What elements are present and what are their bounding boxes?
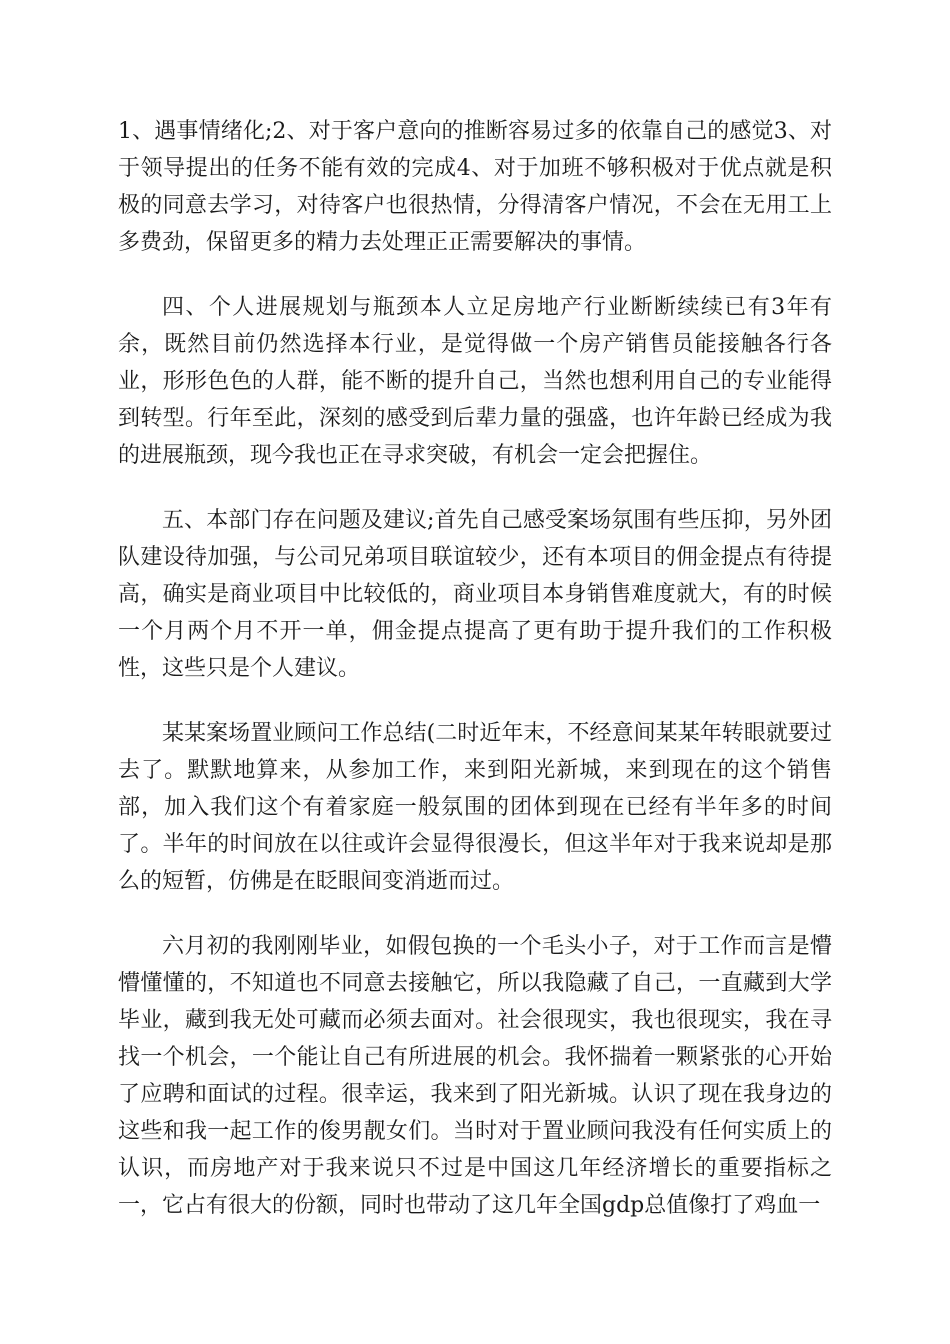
paragraph-1: 1、遇事情绪化;2、对于客户意向的推断容易过多的依靠自己的感觉3、对于领导提出的任务不能有效的完成4、对于加班不够积极对于优点就是积极的同意去学习，对待客户也很热情，分得清客户情况，不会在无用工上多费劲，保留更多的精力去处理正正需要解决的事情。 <box>118 119 832 255</box>
paragraph-2: 四、个人进展规划与瓶颈本人立足房地产行业断断续续已有3年有余，既然目前仍然选择本行业，是觉得做一个房产销售员能接触各行各业，形形色色的人群，能不断的提升自己，当然也想利用自己的专业能得到转型。行年至此，深刻的感受到后辈力量的强盛，也许年龄已经成为我的进展瓶颈，现今我也正在寻求突破，有机会一定会把握住。 <box>118 295 832 468</box>
paragraph-5: 六月初的我刚刚毕业，如假包换的一个毛头小子，对于工作而言是懵懵懂懂的，不知道也不同意去接触它，所以我隐藏了自己，一直藏到大学毕业，藏到我无处可藏而必须去面对。社会很现实，我也很现实，我在寻找一个机会，一个能让自己有所进展的机会。我怀揣着一颗紧张的心开始了应聘和面试的过程。很幸运，我来到了阳光新城。认识了现在我身边的这些和我一起工作的俊男靓女们。当时对于置业顾问我没有任何实质上的认识，而房地产对于我来说只不过是中国这几年经济增长的重要指标之一，它占有很大的份额，同时也带动了这几年全国gdp总值像打了鸡血一 <box>118 934 832 1218</box>
paragraph-3: 五、本部门存在问题及建议;首先自己感受案场氛围有些压抑，另外团队建设待加强，与公司兄弟项目联谊较少，还有本项目的佣金提点有待提高，确实是商业项目中比较低的，商业项目本身销售难度就大，有的时候一个月两个月不开一单，佣金提点提高了更有助于提升我们的工作积极性，这些只是个人建议。 <box>118 508 832 681</box>
document-body <box>118 113 832 1252</box>
paragraph-4: 某某案场置业顾问工作总结(二时近年末，不经意间某某年转眼就要过去了。默默地算来，从参加工作，来到阳光新城，来到现在的这个销售部，加入我们这个有着家庭一般氛围的团体到现在已经有半年多的时间了。半年的时间放在以往或许会显得很漫长，但这半年对于我来说却是那么的短暂，仿佛是在眨眼间变消逝而过。 <box>118 721 832 894</box>
